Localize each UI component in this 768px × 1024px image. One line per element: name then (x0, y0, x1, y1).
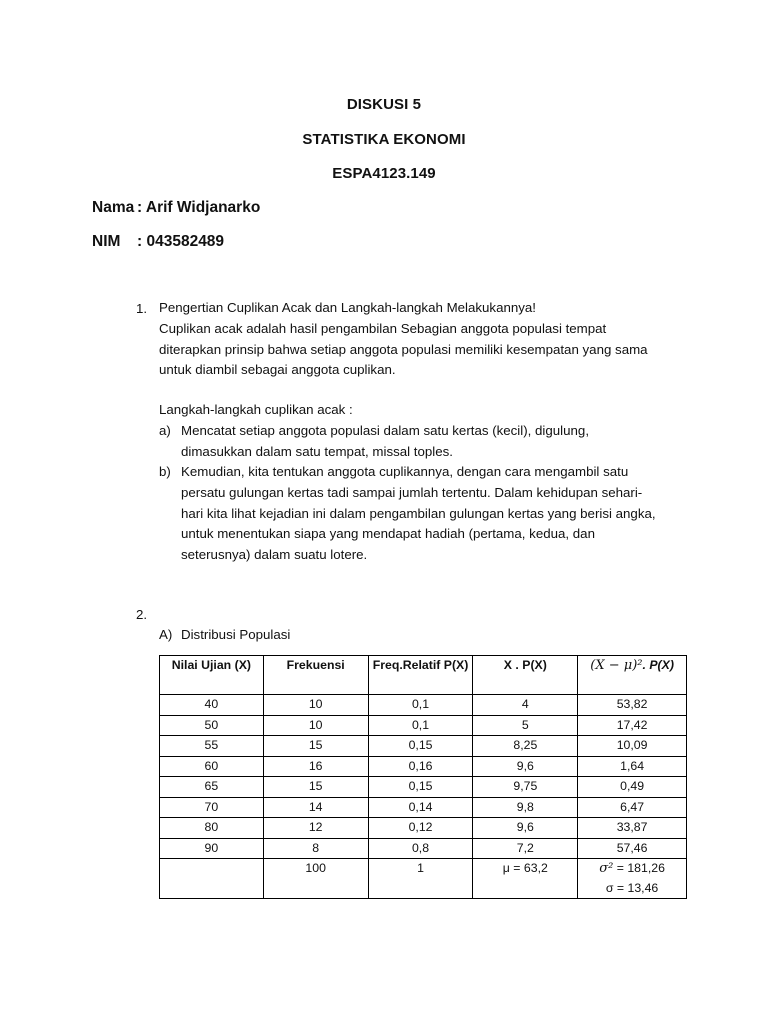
cell-dev: 33,87 (578, 818, 687, 839)
cell-x: 90 (160, 838, 264, 859)
table-row (160, 797, 687, 818)
cell-rel: 0,16 (368, 756, 473, 777)
table-row (160, 818, 687, 839)
nim-label: NIM (92, 233, 121, 250)
course-code: ESPA4123.149 (332, 165, 436, 182)
q1-block (159, 298, 648, 381)
cell-freq: 8 (263, 838, 368, 859)
q1-number: 1. (136, 301, 148, 316)
q1-def-line-1: Cuplikan acak adalah hasil pengambilan Sebagian anggota populasi tempat (159, 320, 607, 336)
cell-xp: 9,75 (473, 777, 578, 798)
cell-xp: 9,6 (473, 818, 578, 839)
step-b-line-2: persatu gulungan kertas tadi sampai jumlah tertentu. Dalam kehidupan sehari- (181, 484, 643, 500)
variance-line (581, 859, 683, 879)
sd-line: σ = 13,46 (605, 880, 659, 895)
cell-dev: 53,82 (578, 695, 687, 716)
q1-steps-title: Langkah-langkah cuplikan acak : (159, 402, 353, 417)
distribution-table (159, 655, 687, 899)
header-nilai-ujian: Nilai Ujian (X) (160, 656, 264, 695)
cell-dev: 0,49 (578, 777, 687, 798)
cell-dev: 10,09 (578, 736, 687, 757)
table-row (160, 838, 687, 859)
nim-line (92, 233, 225, 251)
cell-x: 65 (160, 777, 264, 798)
cell-xp: 5 (473, 715, 578, 736)
cell-dev: 57,46 (578, 838, 687, 859)
table-row (160, 715, 687, 736)
cell-x: 55 (160, 736, 264, 757)
cell-xp: 9,6 (473, 756, 578, 777)
q1-title: Pengertian Cuplikan Acak dan Langkah-langkah Melakukannya! (159, 300, 537, 315)
cell-freq: 10 (263, 715, 368, 736)
cell-rel: 0,15 (368, 736, 473, 757)
name-label: Nama (92, 199, 135, 216)
cell-xp: 8,25 (473, 736, 578, 757)
total-rel: 1 (368, 859, 473, 899)
cell-freq: 16 (263, 756, 368, 777)
cell-dev: 6,47 (578, 797, 687, 818)
q2-number: 2. (136, 607, 148, 622)
cell-freq: 15 (263, 777, 368, 798)
step-b-line-3: hari kita lihat kejadian ini dalam pengambilan gulungan kertas yang berisi angka, (181, 505, 656, 521)
cell-dev: 1,64 (578, 756, 687, 777)
deviation-px: . P(X) (642, 658, 674, 672)
header-freq-relatif: Freq.Relatif P(X) (368, 656, 473, 695)
table-row (160, 736, 687, 757)
step-a-text (181, 421, 589, 463)
step-a-line-2: dimasukkan dalam satu tempat, missal toples. (181, 443, 453, 459)
cell-x: 70 (160, 797, 264, 818)
cell-x: 80 (160, 818, 264, 839)
cell-xp: 4 (473, 695, 578, 716)
total-variance-sd (578, 859, 687, 899)
table-header-row (160, 656, 687, 695)
cell-x: 60 (160, 756, 264, 777)
table-row (160, 695, 687, 716)
total-mean: μ = 63,2 (473, 859, 578, 899)
variance-value: = 181,26 (613, 861, 665, 875)
cell-rel: 0,14 (368, 797, 473, 818)
total-freq: 100 (263, 859, 368, 899)
name-line (92, 199, 261, 217)
step-b-text (181, 462, 656, 566)
cell-dev: 17,42 (578, 715, 687, 736)
step-b-label: b) (159, 464, 171, 479)
cell-xp: 7,2 (473, 838, 578, 859)
deviation-formula: (X − μ)² (590, 658, 643, 673)
cell-freq: 14 (263, 797, 368, 818)
step-b-line-5: seterusnya) dalam suatu lotere. (181, 547, 368, 563)
course-title: STATISTIKA EKONOMI (302, 131, 466, 148)
cell-freq: 12 (263, 818, 368, 839)
cell-xp: 9,8 (473, 797, 578, 818)
header-frekuensi: Frekuensi (263, 656, 368, 695)
step-a-label: a) (159, 423, 171, 438)
cell-freq: 15 (263, 736, 368, 757)
table-row (160, 756, 687, 777)
variance-symbol: σ² (599, 861, 614, 876)
q1-def-line-2: diterapkan prinsip bahwa setiap anggota populasi memiliki kesempatan yang sama (159, 341, 648, 357)
name-value: : Arif Widjanarko (137, 199, 261, 216)
table-row (160, 777, 687, 798)
header-deviation (578, 656, 687, 695)
step-a-line-1: Mencatat setiap anggota populasi dalam satu kertas (kecil), digulung, (181, 423, 590, 438)
cell-freq: 10 (263, 695, 368, 716)
q2-section-title: Distribusi Populasi (181, 627, 291, 642)
cell-rel: 0,15 (368, 777, 473, 798)
header-x-px: X . P(X) (473, 656, 578, 695)
cell-rel: 0,1 (368, 695, 473, 716)
nim-value: : 043582489 (137, 233, 225, 250)
q1-def-line-3: untuk diambil sebagai anggota cuplikan. (159, 362, 396, 378)
cell-x: 50 (160, 715, 264, 736)
q2-section-label: A) (159, 627, 173, 642)
totals-row (160, 859, 687, 899)
step-b-line-4: untuk menentukan siapa yang mendapat hadiah (pertama, kedua, dan (181, 526, 595, 542)
cell-rel: 0,12 (368, 818, 473, 839)
cell-rel: 0,1 (368, 715, 473, 736)
cell-rel: 0,8 (368, 838, 473, 859)
doc-title: DISKUSI 5 (346, 96, 422, 113)
step-b-line-1: Kemudian, kita tentukan anggota cuplikannya, dengan cara mengambil satu (181, 464, 629, 479)
total-x (160, 859, 264, 899)
cell-x: 40 (160, 695, 264, 716)
